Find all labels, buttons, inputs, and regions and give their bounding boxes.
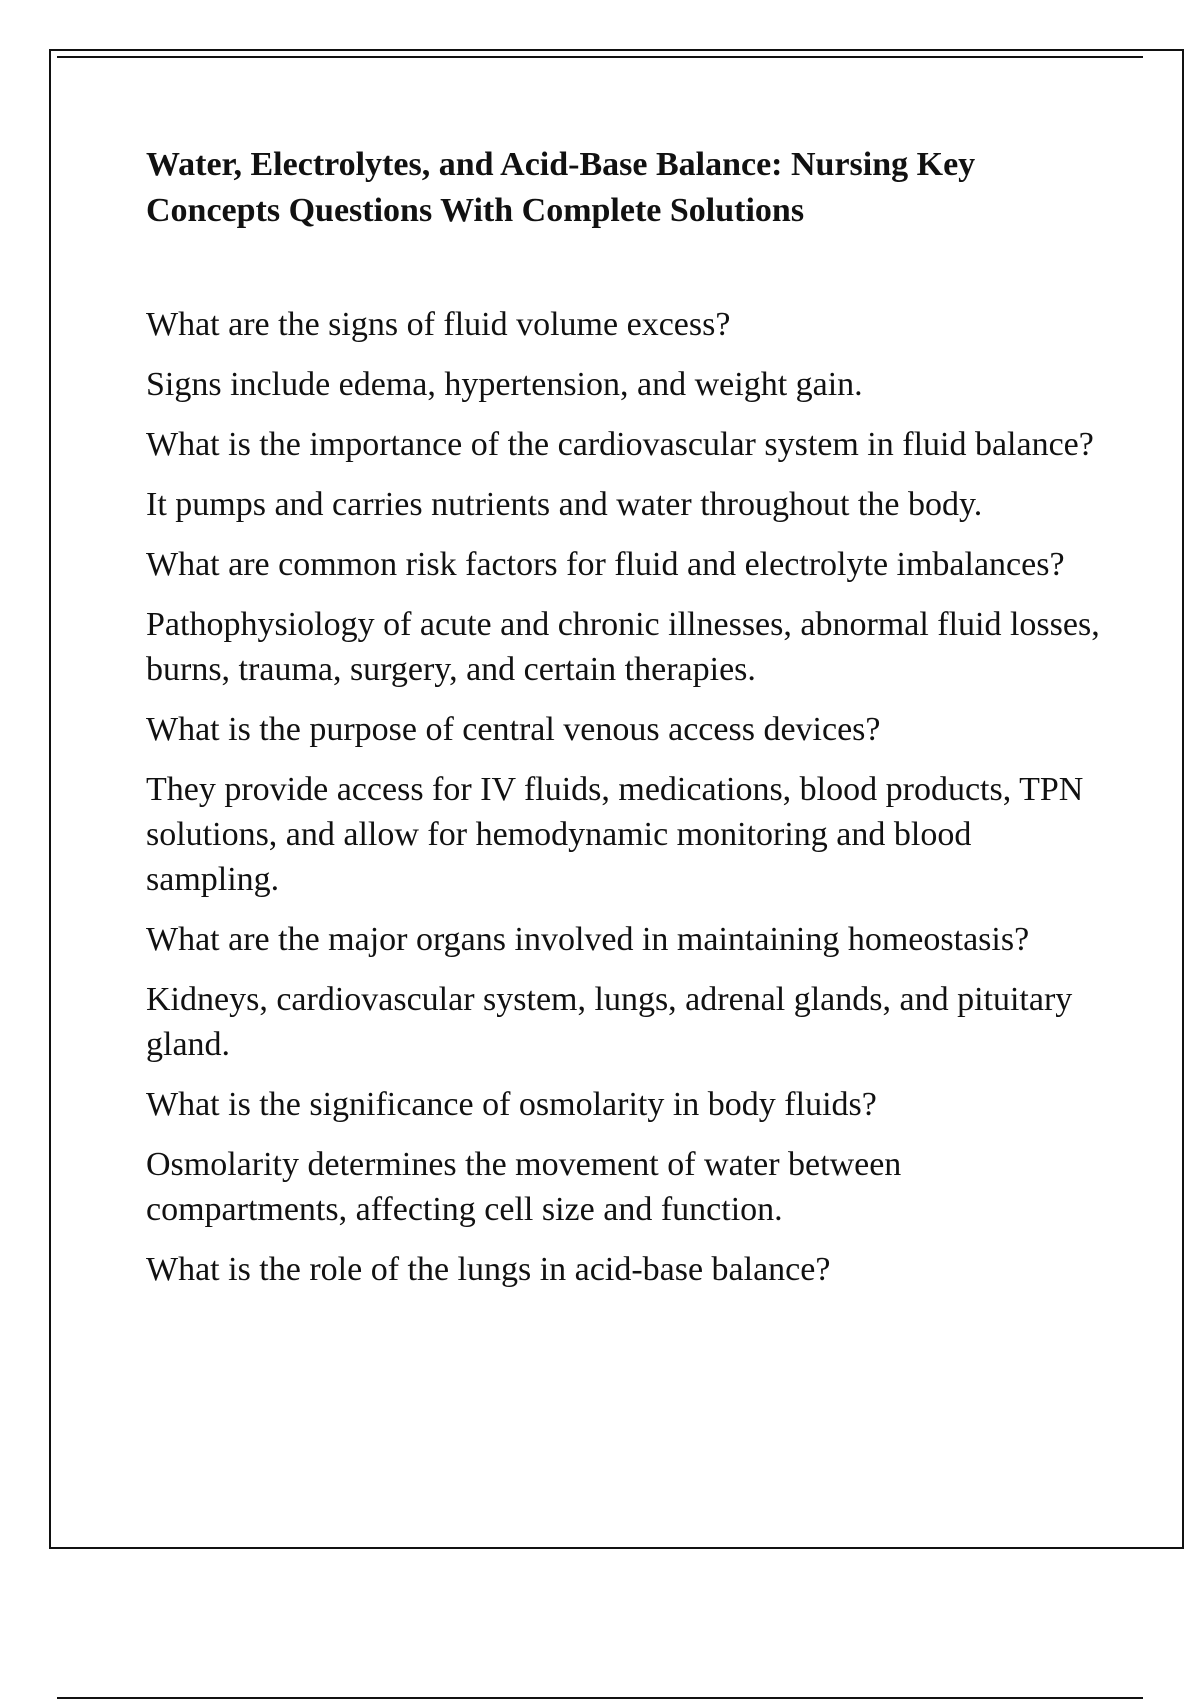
answer-cardiovascular-importance: It pumps and carries nutrients and water throughout the body. — [146, 486, 983, 523]
question-fluid-volume-excess: What are the signs of fluid volume excess? — [146, 306, 731, 343]
question-central-venous-access: What is the purpose of central venous access devices? — [146, 711, 881, 748]
question-lungs-acid-base: What is the role of the lungs in acid-base balance? — [146, 1251, 831, 1288]
question-homeostasis-organs: What are the major organs involved in maintaining homeostasis? — [146, 921, 1030, 958]
answer-risk-factors: Pathophysiology of acute and chronic illnesses, abnormal fluid losses, burns, trauma, surgery, and certain therapies. — [146, 606, 1100, 688]
answer-central-venous-access: They provide access for IV fluids, medications, blood products, TPN solutions, and allow for hemodynamic monitoring and blood sampling. — [146, 771, 1084, 898]
top-rule — [57, 56, 1143, 58]
question-cardiovascular-importance: What is the importance of the cardiovascular system in fluid balance? — [146, 426, 1094, 463]
question-osmolarity: What is the significance of osmolarity in body fluids? — [146, 1086, 877, 1123]
answer-homeostasis-organs: Kidneys, cardiovascular system, lungs, adrenal glands, and pituitary gland. — [146, 981, 1073, 1063]
document-title: Water, Electrolytes, and Acid-Base Balance: Nursing Key Concepts Questions With Complete Solutions — [146, 146, 976, 229]
question-risk-factors: What are common risk factors for fluid and electrolyte imbalances? — [146, 546, 1065, 583]
document-body — [146, 142, 1106, 1307]
answer-fluid-volume-excess: Signs include edema, hypertension, and weight gain. — [146, 366, 863, 403]
bottom-rule — [57, 1697, 1143, 1699]
qa-list — [146, 302, 1106, 1292]
answer-osmolarity: Osmolarity determines the movement of water between compartments, affecting cell size and function. — [146, 1146, 902, 1228]
